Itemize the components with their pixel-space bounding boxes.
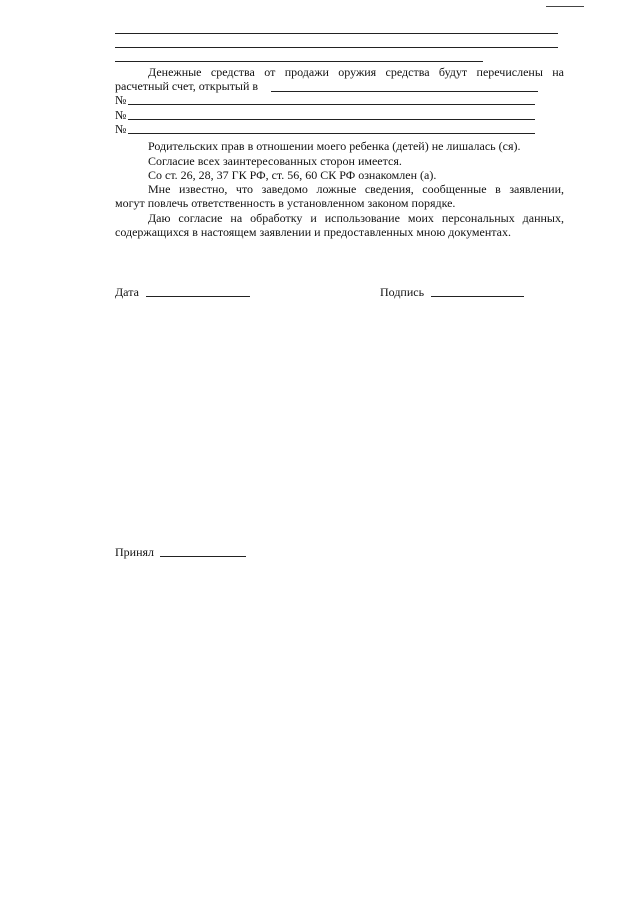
blank-line-1 [115,33,558,34]
account-number-field-3[interactable] [128,133,535,134]
blank-line-3 [115,61,483,62]
account-number-row-1 [115,93,535,107]
number-sign-2: № [115,108,127,122]
number-sign-1: № [115,93,127,107]
bank-name-field[interactable] [271,91,538,92]
signature-label: Подпись [380,285,425,299]
personal-data-line-2: содержащихся в настоящем заявлении и предоставленных мною документах. [115,225,511,239]
law-acknowledgement: Со ст. 26, 28, 37 ГК РФ, ст. 56, 60 СК РФ ознакомлен (а). [148,168,437,182]
false-info-line-1: Мне известно, что заведомо ложные сведения, сообщенные в заявлении, [148,182,564,196]
payment-paragraph-line-1: Денежные средства от продажи оружия средства будут перечислены на [148,65,564,79]
false-info-line-2: могут повлечь ответственность в установленном законом порядке. [115,196,456,210]
account-number-field-1[interactable] [128,104,535,105]
payment-paragraph-line-2 [115,79,258,93]
date-field[interactable] [146,296,250,297]
corner-mark [546,6,584,7]
signature-field[interactable] [431,296,524,297]
account-number-row-2 [115,108,535,122]
account-number-field-2[interactable] [128,119,535,120]
parental-rights-statement: Родительских прав в отношении моего ребенка (детей) не лишалась (ся). [148,139,521,153]
date-label: Дата [115,285,139,299]
consent-statement: Согласие всех заинтересованных сторон имеется. [148,154,402,168]
accepted-label: Принял [115,545,155,559]
personal-data-line-1: Даю согласие на обработку и использование моих персональных данных, [148,211,564,225]
payment-paragraph-line-2-text: расчетный счет, открытый в [115,79,259,93]
accepted-field[interactable] [160,556,246,557]
account-number-row-3 [115,122,535,136]
number-sign-3: № [115,122,127,136]
blank-line-2 [115,47,558,48]
